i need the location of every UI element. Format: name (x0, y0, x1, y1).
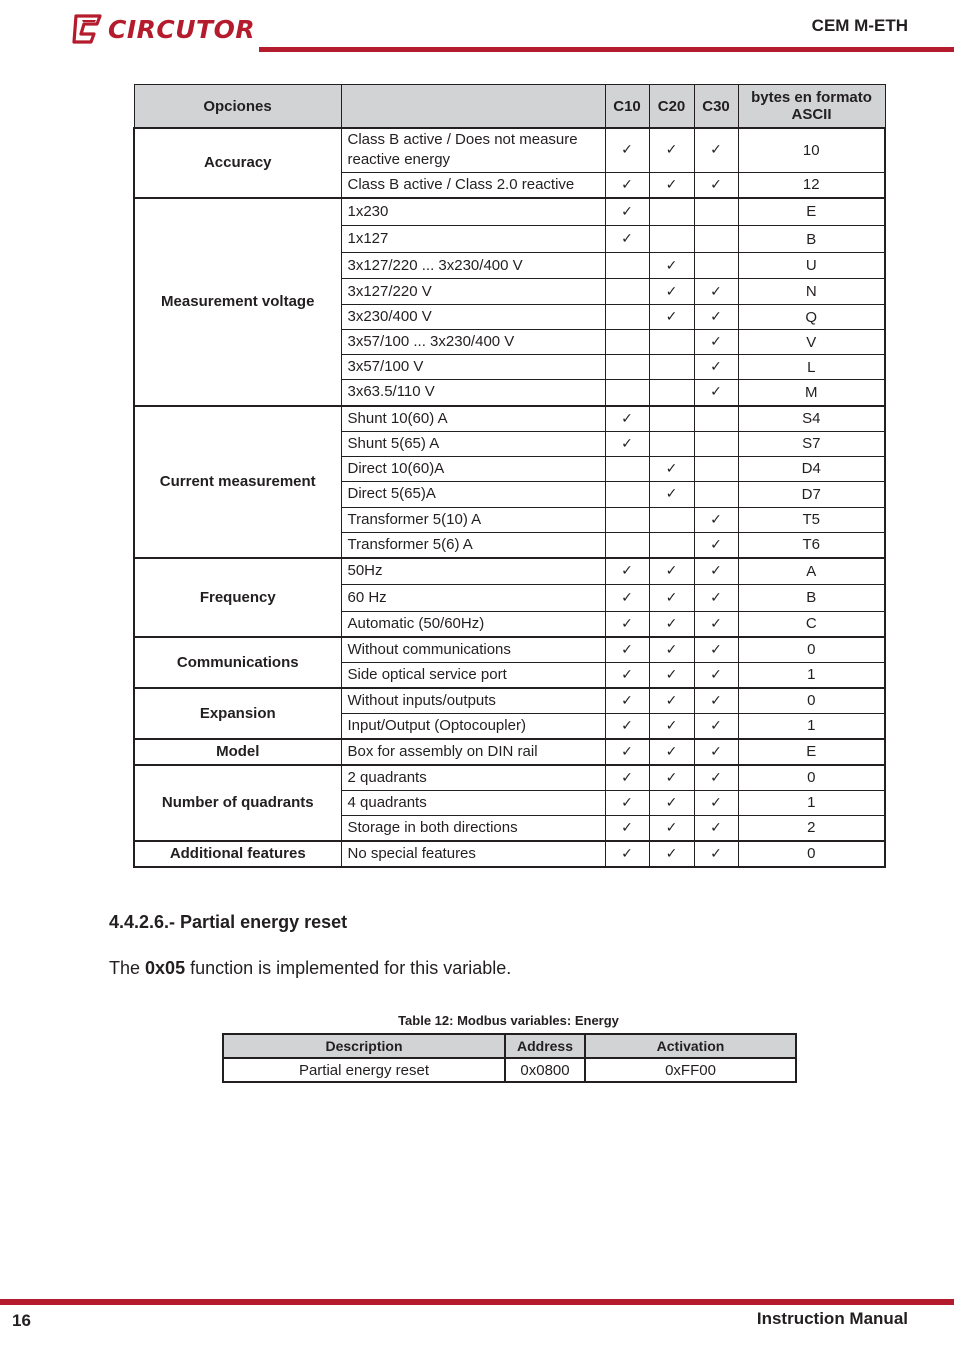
ascii-code: 10 (738, 128, 885, 172)
checkmark-icon: ✓ (665, 176, 678, 193)
checkmark-icon: ✓ (710, 615, 722, 632)
option-group-name: Frequency (134, 558, 341, 637)
modbus-table (222, 1033, 797, 1083)
option-description: 3x57/100 V (341, 355, 605, 380)
checkmark-icon: ✓ (621, 692, 633, 709)
c10-cell (605, 637, 649, 663)
checkmark-icon: ✓ (665, 486, 678, 502)
table-caption: Table 12: Modbus variables: Energy (398, 1013, 619, 1028)
c20-cell (649, 662, 694, 688)
c30-cell (694, 456, 738, 481)
c10-cell (605, 305, 649, 330)
c20-cell (649, 637, 694, 663)
c10-cell (605, 172, 649, 198)
option-description: Class B active / Does not measure reactive energy (341, 128, 605, 172)
option-description: 50Hz (341, 558, 605, 584)
option-group-name: Accuracy (134, 128, 341, 198)
options-table (133, 84, 886, 868)
option-group-name: Model (134, 739, 341, 765)
checkmark-icon: ✓ (621, 563, 633, 580)
ascii-code: D7 (738, 481, 885, 507)
ascii-code: L (738, 355, 885, 380)
c20-cell (649, 790, 694, 815)
body-text-post: function is implemented for this variable. (185, 958, 512, 978)
c20-cell (649, 456, 694, 481)
c10-cell (605, 815, 649, 841)
footer-rule (0, 1299, 954, 1305)
table-row (134, 765, 885, 791)
cell-address: 0x0800 (505, 1058, 585, 1082)
c10-cell (605, 662, 649, 688)
option-group-name: Current measurement (134, 406, 341, 559)
checkmark-icon: ✓ (710, 142, 722, 159)
ascii-code: A (738, 558, 885, 584)
checkmark-icon: ✓ (710, 819, 722, 836)
option-description: Direct 10(60)A (341, 456, 605, 481)
header-description: Description (223, 1034, 505, 1058)
c30-cell (694, 637, 738, 663)
c10-cell (605, 558, 649, 584)
ascii-code: E (738, 739, 885, 765)
ascii-code: V (738, 330, 885, 355)
checkmark-icon: ✓ (621, 435, 633, 452)
option-group (134, 558, 885, 637)
c10-cell (605, 128, 649, 172)
ascii-code: 0 (738, 841, 885, 867)
option-description: 2 quadrants (341, 765, 605, 791)
c20-cell (649, 305, 694, 330)
checkmark-icon: ✓ (665, 641, 678, 658)
checkmark-icon: ✓ (710, 743, 722, 760)
c30-cell (694, 558, 738, 584)
table-row (134, 128, 885, 172)
option-description: 3x63.5/110 V (341, 380, 605, 406)
checkmark-icon: ✓ (710, 666, 722, 683)
option-group (134, 765, 885, 841)
table-row (134, 739, 885, 765)
c20-cell (649, 739, 694, 765)
c10-cell (605, 253, 649, 279)
c20-cell (649, 172, 694, 198)
c20-cell (649, 765, 694, 791)
checkmark-icon: ✓ (621, 845, 633, 862)
c30-cell (694, 765, 738, 791)
ascii-code: C (738, 611, 885, 637)
option-description: Without inputs/outputs (341, 688, 605, 714)
c20-cell (649, 253, 694, 279)
table-row (134, 558, 885, 584)
option-group-name: Number of quadrants (134, 765, 341, 841)
c30-cell (694, 355, 738, 380)
checkmark-icon: ✓ (710, 384, 722, 401)
checkmark-icon: ✓ (621, 615, 633, 632)
option-description: 3x127/220 V (341, 279, 605, 305)
table-row (134, 406, 885, 432)
c20-cell (649, 330, 694, 355)
option-group (134, 637, 885, 688)
c10-cell (605, 790, 649, 815)
c10-cell (605, 481, 649, 507)
checkmark-icon: ✓ (710, 794, 722, 811)
checkmark-icon: ✓ (710, 692, 722, 709)
checkmark-icon: ✓ (710, 717, 722, 734)
ascii-code: 12 (738, 172, 885, 198)
checkmark-icon: ✓ (710, 334, 722, 350)
option-group (134, 739, 885, 765)
checkmark-icon: ✓ (710, 309, 722, 325)
c20-cell (649, 713, 694, 739)
c30-cell (694, 688, 738, 714)
ascii-code: B (738, 584, 885, 611)
c30-cell (694, 481, 738, 507)
ascii-code: 1 (738, 713, 885, 739)
c30-cell (694, 815, 738, 841)
option-description: No special features (341, 841, 605, 867)
checkmark-icon: ✓ (710, 176, 722, 193)
option-description: Class B active / Class 2.0 reactive (341, 172, 605, 198)
c30-cell (694, 739, 738, 765)
header-ascii-code: bytes en formato ASCII (738, 85, 885, 129)
c20-cell (649, 532, 694, 558)
ascii-code: Q (738, 305, 885, 330)
option-description: 1x230 (341, 198, 605, 226)
checkmark-icon: ✓ (710, 511, 722, 528)
checkmark-icon: ✓ (665, 717, 678, 734)
cell-activation: 0xFF00 (585, 1058, 796, 1082)
c20-cell (649, 279, 694, 305)
checkmark-icon: ✓ (621, 589, 633, 606)
option-description: Transformer 5(10) A (341, 507, 605, 532)
c30-cell (694, 532, 738, 558)
c10-cell (605, 431, 649, 456)
circutor-logo (70, 11, 255, 47)
option-description: Without communications (341, 637, 605, 663)
ascii-code: D4 (738, 456, 885, 481)
c10-cell (605, 226, 649, 253)
header-c20: C20 (649, 85, 694, 129)
option-description: Shunt 10(60) A (341, 406, 605, 432)
option-description: Shunt 5(65) A (341, 431, 605, 456)
c10-cell (605, 456, 649, 481)
ascii-code: 2 (738, 815, 885, 841)
checkmark-icon: ✓ (710, 359, 722, 375)
header-c30: C30 (694, 85, 738, 129)
checkmark-icon: ✓ (665, 692, 678, 709)
c20-cell (649, 226, 694, 253)
checkmark-icon: ✓ (710, 845, 722, 862)
c10-cell (605, 688, 649, 714)
ascii-code: T5 (738, 507, 885, 532)
option-description: 3x127/220 ... 3x230/400 V (341, 253, 605, 279)
ascii-code: S4 (738, 406, 885, 432)
option-description: Side optical service port (341, 662, 605, 688)
c20-cell (649, 815, 694, 841)
header-rule (259, 47, 954, 52)
option-group (134, 688, 885, 739)
table-row (134, 637, 885, 663)
option-description: Box for assembly on DIN rail (341, 739, 605, 765)
checkmark-icon: ✓ (665, 666, 678, 683)
c30-cell (694, 279, 738, 305)
checkmark-icon: ✓ (621, 769, 633, 786)
checkmark-icon: ✓ (665, 794, 678, 811)
cell-description: Partial energy reset (223, 1058, 505, 1082)
checkmark-icon: ✓ (621, 717, 633, 734)
options-table-header (134, 85, 885, 129)
brand-name: CIRCUTOR (108, 14, 256, 44)
circutor-logo-icon (70, 12, 104, 46)
option-group-name: Communications (134, 637, 341, 688)
table-row (134, 688, 885, 714)
checkmark-icon: ✓ (621, 666, 633, 683)
checkmark-icon: ✓ (621, 794, 633, 811)
c20-cell (649, 611, 694, 637)
c30-cell (694, 198, 738, 226)
c30-cell (694, 431, 738, 456)
option-group-name: Additional features (134, 841, 341, 867)
header-options: Opciones (134, 85, 341, 129)
checkmark-icon: ✓ (665, 283, 678, 300)
c30-cell (694, 790, 738, 815)
c20-cell (649, 507, 694, 532)
table-row (134, 198, 885, 226)
c10-cell (605, 765, 649, 791)
option-description: 60 Hz (341, 584, 605, 611)
table-row (134, 841, 885, 867)
option-description: 3x57/100 ... 3x230/400 V (341, 330, 605, 355)
ascii-code: 0 (738, 688, 885, 714)
checkmark-icon: ✓ (665, 563, 678, 580)
checkmark-icon: ✓ (665, 460, 678, 477)
ascii-code: E (738, 198, 885, 226)
option-group-name: Expansion (134, 688, 341, 739)
c10-cell (605, 713, 649, 739)
ascii-code: 0 (738, 637, 885, 663)
page-number: 16 (12, 1311, 31, 1330)
checkmark-icon: ✓ (621, 743, 633, 760)
c20-cell (649, 481, 694, 507)
c10-cell (605, 279, 649, 305)
checkmark-icon: ✓ (665, 743, 678, 760)
c20-cell (649, 198, 694, 226)
c10-cell (605, 841, 649, 867)
footer-title: Instruction Manual (756, 1309, 908, 1328)
c30-cell (694, 584, 738, 611)
c30-cell (694, 253, 738, 279)
header-c10: C10 (605, 85, 649, 129)
checkmark-icon: ✓ (710, 283, 722, 300)
c10-cell (605, 739, 649, 765)
header-address: Address (505, 1034, 585, 1058)
c20-cell (649, 128, 694, 172)
option-group-name: Measurement voltage (134, 198, 341, 406)
ascii-code: M (738, 380, 885, 406)
option-group (134, 841, 885, 867)
checkmark-icon: ✓ (665, 845, 678, 862)
option-description: Storage in both directions (341, 815, 605, 841)
checkmark-icon: ✓ (710, 563, 722, 580)
header-description (341, 85, 605, 129)
checkmark-icon: ✓ (665, 589, 678, 606)
c30-cell (694, 611, 738, 637)
option-group (134, 198, 885, 406)
ascii-code: N (738, 279, 885, 305)
c20-cell (649, 406, 694, 432)
function-code: 0x05 (145, 958, 186, 978)
c20-cell (649, 584, 694, 611)
checkmark-icon: ✓ (710, 769, 722, 786)
c20-cell (649, 355, 694, 380)
table-row (223, 1058, 796, 1082)
c30-cell (694, 305, 738, 330)
ascii-code: 0 (738, 765, 885, 791)
c20-cell (649, 841, 694, 867)
c30-cell (694, 380, 738, 406)
header-activation: Activation (585, 1034, 796, 1058)
ascii-code: U (738, 253, 885, 279)
c30-cell (694, 713, 738, 739)
c20-cell (649, 431, 694, 456)
option-description: 4 quadrants (341, 790, 605, 815)
c20-cell (649, 380, 694, 406)
c30-cell (694, 226, 738, 253)
checkmark-icon: ✓ (665, 309, 678, 325)
c30-cell (694, 507, 738, 532)
checkmark-icon: ✓ (621, 142, 633, 159)
c20-cell (649, 688, 694, 714)
c30-cell (694, 330, 738, 355)
checkmark-icon: ✓ (621, 176, 633, 193)
c10-cell (605, 507, 649, 532)
ascii-code: T6 (738, 532, 885, 558)
c30-cell (694, 662, 738, 688)
checkmark-icon: ✓ (710, 589, 722, 606)
checkmark-icon: ✓ (665, 769, 678, 786)
section-body-text (109, 958, 511, 979)
checkmark-icon: ✓ (621, 410, 633, 427)
document-title: CEM M-ETH (811, 16, 908, 35)
option-description: Automatic (50/60Hz) (341, 611, 605, 637)
c10-cell (605, 532, 649, 558)
option-description: 3x230/400 V (341, 305, 605, 330)
c10-cell (605, 355, 649, 380)
c10-cell (605, 584, 649, 611)
ascii-code: S7 (738, 431, 885, 456)
checkmark-icon: ✓ (665, 819, 678, 836)
option-group (134, 406, 885, 559)
option-description: Direct 5(65)A (341, 481, 605, 507)
checkmark-icon: ✓ (621, 641, 633, 658)
c20-cell (649, 558, 694, 584)
c30-cell (694, 406, 738, 432)
checkmark-icon: ✓ (665, 142, 678, 159)
c30-cell (694, 172, 738, 198)
checkmark-icon: ✓ (665, 257, 678, 274)
section-title: 4.4.2.6.- Partial energy reset (109, 912, 348, 932)
option-description: 1x127 (341, 226, 605, 253)
c30-cell (694, 128, 738, 172)
c10-cell (605, 330, 649, 355)
option-group (134, 128, 885, 198)
checkmark-icon: ✓ (710, 641, 722, 658)
checkmark-icon: ✓ (621, 819, 633, 836)
option-description: Transformer 5(6) A (341, 532, 605, 558)
body-text-pre: The (109, 958, 146, 978)
ascii-code: 1 (738, 790, 885, 815)
checkmark-icon: ✓ (621, 203, 633, 220)
checkmark-icon: ✓ (710, 536, 722, 553)
ascii-code: 1 (738, 662, 885, 688)
c10-cell (605, 406, 649, 432)
c30-cell (694, 841, 738, 867)
checkmark-icon: ✓ (621, 231, 633, 247)
ascii-code: B (738, 226, 885, 253)
option-description: Input/Output (Optocoupler) (341, 713, 605, 739)
checkmark-icon: ✓ (665, 615, 678, 632)
c10-cell (605, 611, 649, 637)
c10-cell (605, 380, 649, 406)
c10-cell (605, 198, 649, 226)
